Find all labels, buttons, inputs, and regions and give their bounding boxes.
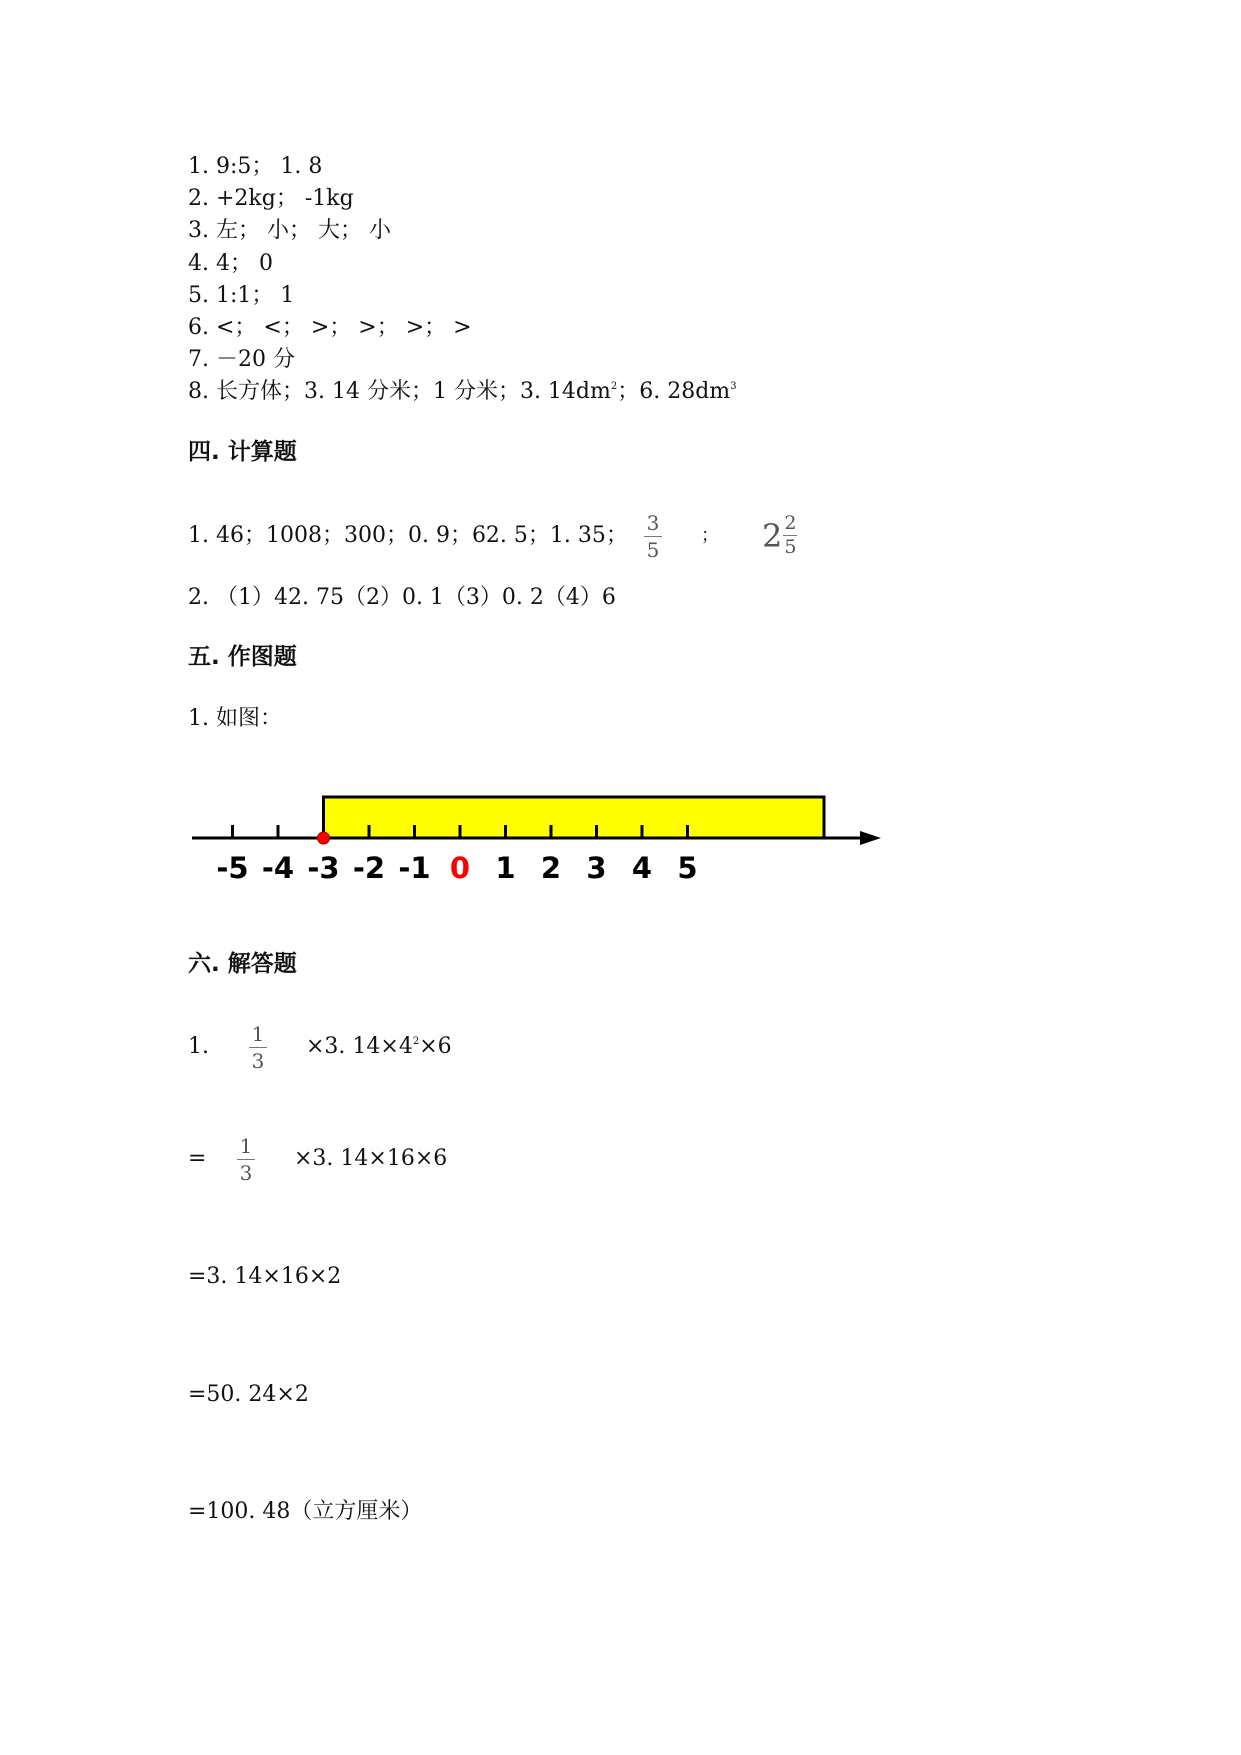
answer8-sup1: 2 (610, 381, 618, 392)
tick-label: 3 (586, 851, 607, 885)
fraction-numerator: 1 (251, 1022, 265, 1046)
step1-tail: ×6 (419, 1034, 452, 1059)
answer-line-6: 6. <； <； >； >； >； > (188, 315, 472, 340)
calc-q1-text: 1. 46；1008；300；0. 9；62. 5；1. 35； (188, 523, 628, 548)
tick-label: -5 (216, 851, 249, 885)
mixed-numerator: 2 (784, 512, 797, 534)
answer8-mid: ；6. 28dm (617, 379, 731, 404)
solution-step-5: =100. 48（立方厘米） (188, 1499, 423, 1524)
solution-step-4: =50. 24×2 (188, 1382, 309, 1407)
tick-label: -1 (398, 851, 431, 885)
answer8-prefix: 8. 长方体；3. 14 分米；1 分米；3. 14dm (188, 379, 611, 404)
section-6-title: 六. 解答题 (188, 951, 297, 977)
tick-label: -4 (261, 851, 295, 885)
number-line-arrow (860, 831, 881, 845)
section-4-title: 四. 计算题 (188, 439, 297, 465)
answer-line-7: 7. －20 分 (188, 347, 295, 372)
solution-step-3: =3. 14×16×2 (188, 1264, 342, 1289)
fraction-numerator: 1 (239, 1134, 253, 1158)
fraction-denominator: 3 (251, 1049, 265, 1073)
solution-step-1-fraction (249, 1024, 267, 1071)
tick-label: -3 (307, 851, 340, 885)
answer-line-5: 5. 1:1； 1 (188, 283, 295, 308)
answer-line-1: 1. 9:5； 1. 8 (188, 154, 323, 179)
calc-q2-text: 2. （1）42. 75（2）0. 1（3）0. 2（4）6 (188, 585, 616, 610)
highlight-rectangle (324, 797, 825, 838)
step1-sup: 2 (412, 1036, 420, 1047)
solution-step-2-expression: ×3. 14×16×6 (294, 1146, 448, 1171)
fraction-bar (237, 1159, 255, 1160)
start-point-dot (318, 832, 330, 844)
tick-label: 5 (677, 851, 698, 885)
calc-q1-separator: ； (701, 525, 719, 546)
step1-text: ×3. 14×4 (306, 1034, 413, 1059)
answer-line-2: 2. +2kg； -1kg (188, 186, 354, 211)
solution-step-2-prefix: = (188, 1146, 207, 1171)
answer-line-3: 3. 左； 小； 大； 小 (188, 218, 391, 243)
tick-label: 2 (540, 851, 562, 885)
fraction-numerator: 3 (646, 511, 660, 535)
mixed-denominator: 5 (784, 536, 797, 558)
tick-label: 0 (449, 851, 471, 885)
solution-step-1-prefix: 1. (188, 1034, 209, 1059)
fraction-denominator: 3 (239, 1161, 253, 1185)
answer8-sup2: 3 (730, 381, 737, 392)
drawing-q1-text: 1. 如图： (188, 706, 282, 731)
section-5-title: 五. 作图题 (188, 644, 297, 670)
tick-label: 4 (631, 851, 653, 885)
fraction-denominator: 5 (646, 538, 660, 562)
answer-line-4: 4. 4； 0 (188, 251, 273, 276)
solution-step-1-expression (306, 1036, 452, 1058)
tick-label: -2 (352, 851, 386, 885)
tick-label: 1 (495, 851, 516, 885)
solution-step-2-fraction (237, 1136, 255, 1183)
mixed-whole: 2 (762, 516, 783, 555)
fraction-bar (249, 1047, 267, 1048)
